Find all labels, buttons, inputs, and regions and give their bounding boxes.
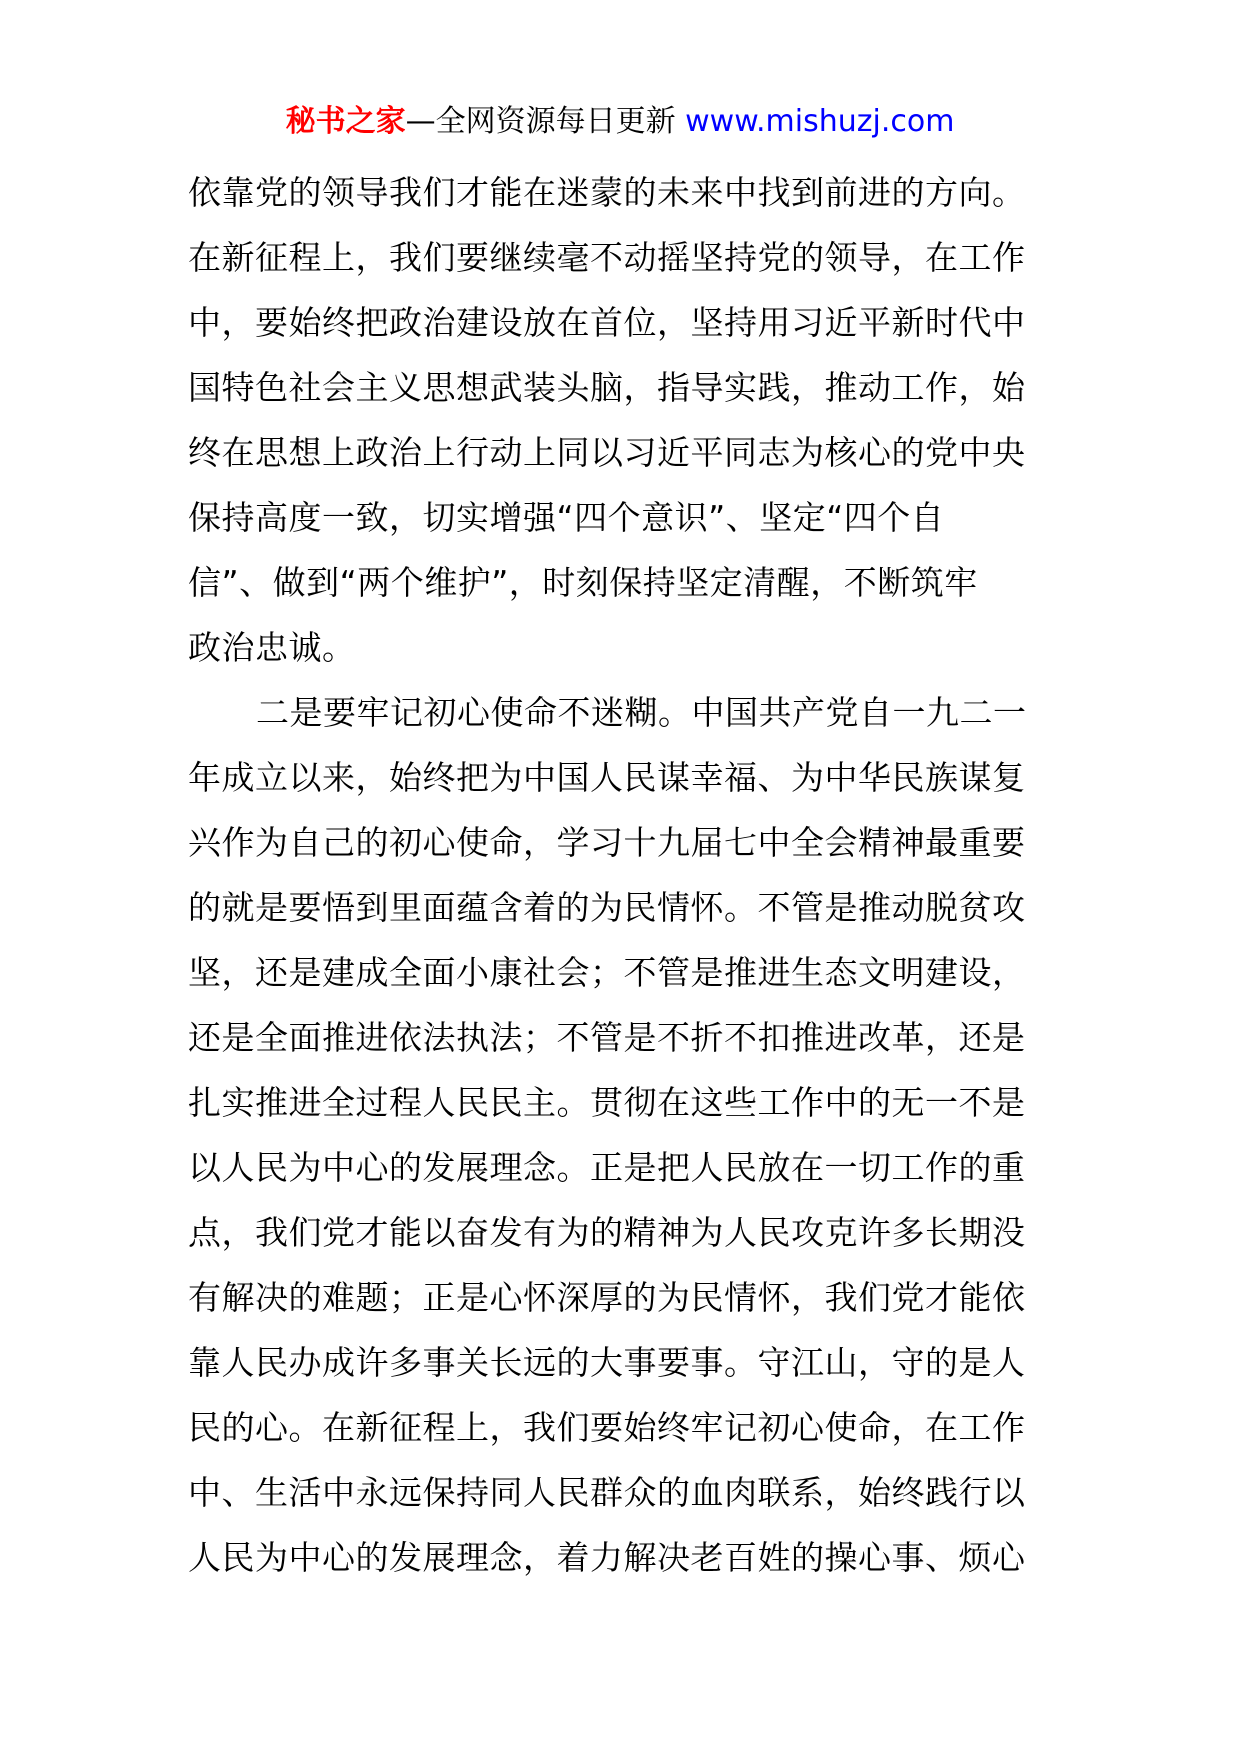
- brand-name: 秘书之家: [285, 104, 406, 139]
- body-line: 年成立以来，始终把为中国人民谋幸福、为中华民族谋复: [188, 758, 1026, 797]
- body-line: 依靠党的领导我们才能在迷蒙的未来中找到前进的方向。: [188, 173, 1026, 212]
- body-line: 点，我们党才能以奋发有为的精神为人民攻克许多长期没: [188, 1213, 1026, 1252]
- site-header: [0, 100, 1240, 144]
- body-line: 中，要始终把政治建设放在首位，坚持用习近平新时代中: [188, 303, 1026, 342]
- body-line: 终在思想上政治上行动上同以习近平同志为核心的党中央: [188, 433, 1026, 472]
- body-line: 靠人民办成许多事关长远的大事要事。守江山，守的是人: [188, 1343, 1026, 1382]
- body-line: 信”、做到“两个维护”，时刻保持坚定清醒，不断筑牢: [188, 563, 978, 602]
- body-line: 兴作为自己的初心使命，学习十九届七中全会精神最重要: [188, 823, 1026, 862]
- body-line: 在新征程上，我们要继续毫不动摇坚持党的领导，在工作: [188, 238, 1026, 277]
- body-line: 扎实推进全过程人民民主。贯彻在这些工作中的无一不是: [188, 1083, 1026, 1122]
- body-line: 政治忠诚。: [188, 628, 356, 667]
- paragraph-start-line: 二是要牢记初心使命不迷糊。中国共产党自一九二一: [256, 693, 1027, 732]
- body-line: 中、生活中永远保持同人民群众的血肉联系，始终践行以: [188, 1473, 1026, 1512]
- body-line: 的就是要悟到里面蕴含着的为民情怀。不管是推动脱贫攻: [188, 888, 1026, 927]
- body-line: 还是全面推进依法执法；不管是不折不扣推进改革，还是: [188, 1018, 1026, 1057]
- document-body: [188, 160, 1058, 1590]
- body-line: 人民为中心的发展理念，着力解决老百姓的操心事、烦心: [188, 1538, 1026, 1577]
- body-line: 以人民为中心的发展理念。正是把人民放在一切工作的重: [188, 1148, 1026, 1187]
- body-line: 民的心。在新征程上，我们要始终牢记初心使命，在工作: [188, 1408, 1026, 1447]
- body-line: 坚，还是建成全面小康社会；不管是推进生态文明建设，: [188, 953, 1026, 992]
- header-tagline: —全网资源每日更新: [405, 104, 676, 139]
- body-line: 有解决的难题；正是心怀深厚的为民情怀，我们党才能依: [188, 1278, 1026, 1317]
- body-line: 国特色社会主义思想武装头脑，指导实践，推动工作，始: [188, 368, 1026, 407]
- site-url-link[interactable]: www.mishuzj.com: [685, 104, 955, 139]
- body-line: 保持高度一致，切实增强“四个意识”、坚定“四个自: [188, 498, 945, 537]
